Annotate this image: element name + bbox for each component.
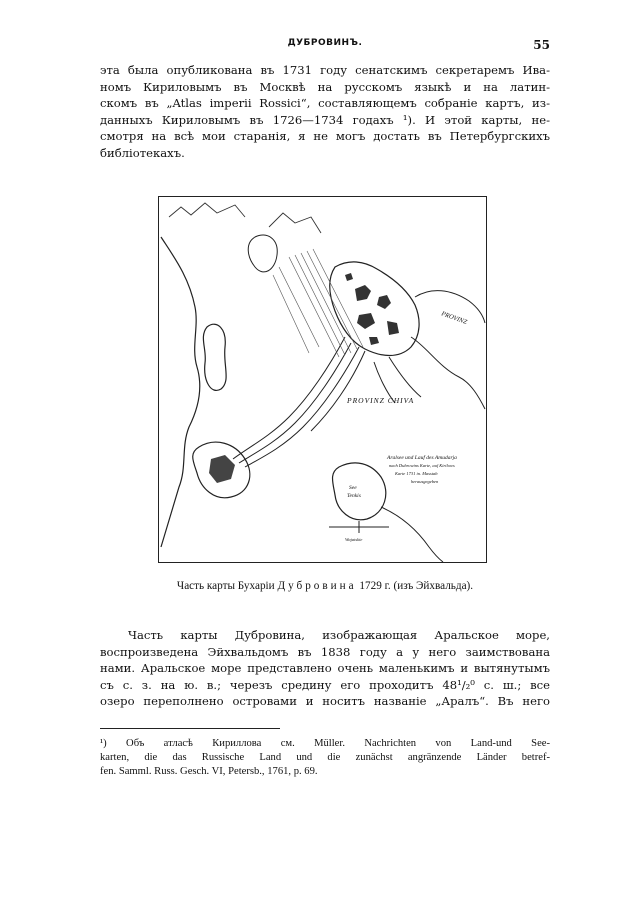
map-illustration	[159, 197, 486, 562]
running-title: ДУБРОВИНЪ.	[287, 38, 363, 48]
map-figure	[158, 196, 487, 563]
paragraph-line: озеро переполнено островами и носитъ названіе „Аралъ“. Въ него	[100, 694, 550, 708]
western-island	[203, 324, 226, 390]
southeast-lake	[333, 463, 386, 520]
northern-hills	[169, 203, 321, 233]
figure-caption	[100, 580, 550, 592]
paragraph-line: скомъ въ „Atlas imperii Rossici“, составляющемъ собраніе картъ, из-	[100, 96, 550, 110]
caption-suffix: 1729 г. (изъ Эйхвальда).	[356, 580, 474, 592]
legend-line-4: herausgegeben	[411, 479, 439, 484]
caption-prefix: Часть карты Бухаріи	[176, 580, 278, 592]
paragraph-line: Часть карты Дубровина, изображающая Аральское море,	[128, 628, 550, 642]
paragraph-line: библіотекахъ.	[100, 145, 185, 160]
paragraph-line: номъ Кириловымъ въ Москвѣ на русскомъ языкѣ и на латин-	[100, 79, 550, 94]
paragraph-line: эта была опубликована въ 1731 году сенатскимъ секретаремъ Ива-	[100, 63, 550, 77]
paragraph-line: смотря на всѣ мои старанія, я не могъ достать въ Петербургскихъ	[100, 129, 550, 143]
north-lake	[248, 235, 277, 272]
footnote	[100, 737, 550, 779]
western-coastline	[161, 237, 200, 547]
paragraph-2	[100, 627, 550, 710]
footnote-line: ¹) Объ атласѣ Кириллова см. Müller. Nachrichten von Land-und See-	[100, 738, 550, 749]
eastern-rivers	[374, 291, 485, 409]
map-label-provinz: PROVINZ	[440, 310, 468, 327]
map-label-chiva: PROVINZ CHIVA	[347, 396, 415, 405]
legend-line-2: nach Dubrowins Karte, auf Kirilows	[389, 463, 455, 468]
aral-islands	[345, 273, 399, 345]
caption-name: Дубровина	[277, 580, 357, 592]
paragraph-line: съ с. з. на ю. в.; черезъ средину его проходитъ 48¹/₂⁰ с. ш.; все	[100, 677, 550, 692]
paragraph-line: нами. Аральское море представлено очень маленькимъ и вытянутымъ	[100, 661, 550, 675]
legend-line-3: Karte 1731 in. Masstab	[395, 471, 438, 476]
map-label-tenkis: Tenkis	[347, 493, 361, 499]
map-label-scale: Wajatskie	[345, 537, 363, 542]
paragraph-1	[100, 62, 550, 161]
delta-hatching	[273, 249, 363, 357]
river-channels	[233, 337, 365, 467]
footnote-line: fen. Samml. Russ. Gesch. VI, Petersb., 1761, p. 69.	[100, 766, 318, 777]
southeast-river	[381, 507, 443, 562]
paragraph-line: воспроизведена Эйхвальдомъ въ 1838 году а у него заимствована	[100, 644, 550, 659]
legend-line-1: Aralsee und Lauf des Amudarja	[387, 455, 457, 461]
footnote-line: karten, die das Russische Land und die zunächst angränzende Länder betref-	[100, 752, 550, 763]
running-head	[100, 38, 550, 52]
footnote-divider	[100, 728, 280, 729]
lower-lake-fill	[209, 455, 235, 483]
page-number: 55	[533, 38, 550, 52]
paragraph-line: данныхъ Кириловымъ въ 1726—1734 годахъ ¹). И этой карты, не-	[100, 112, 550, 127]
map-label-sea: See	[349, 485, 357, 491]
